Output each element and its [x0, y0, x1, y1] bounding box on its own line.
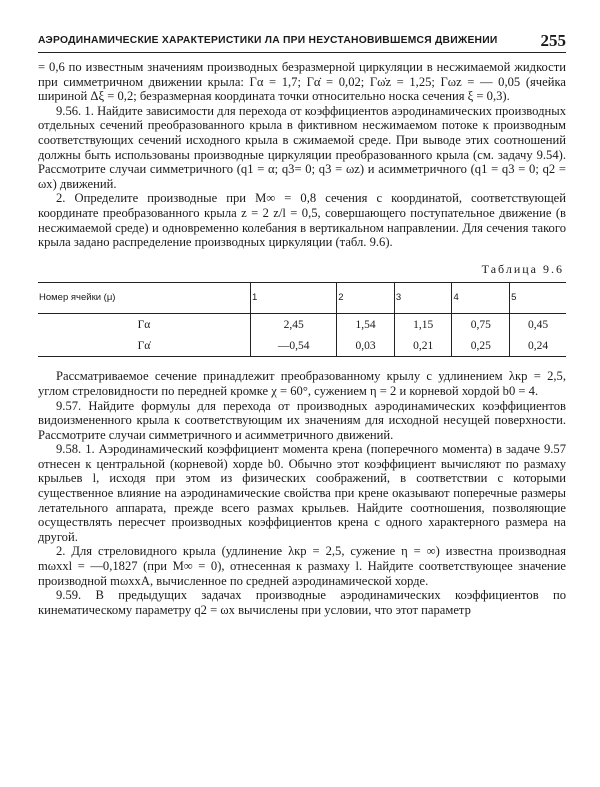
row-label: Γα — [137, 318, 151, 331]
table-cell: 1,54 — [337, 314, 395, 336]
column-header: 5 — [510, 283, 566, 314]
problem-9-57: 9.57. Найдите формулы для перехода от производных аэродинамических коэффициентов видоизмененного крыла к соответствующим их значениям для исходной несущей поверхности. Рассмотрите случаи симметричного и асимметричного движений. — [38, 398, 566, 442]
table-header-row — [38, 283, 566, 314]
problem-9-59: 9.59. В предыдущих задачах производные аэродинамических коэффициентов по кинематическому параметру q2 = ωx вычислены при условии, что этот параметр — [38, 588, 566, 617]
row-label: Γα̇ — [38, 335, 251, 357]
page-header — [38, 32, 566, 50]
table-row — [38, 335, 566, 357]
table-cell: —0,54 — [251, 335, 337, 357]
table-cell: 0,03 — [337, 335, 395, 357]
paragraph: = 0,6 по известным значениям производных безразмерной циркуляции в несжимаемой жидкости при симметричном движении крыла: Γα = 1,7; Γα̇ = 0,02; Γω̇z = 1,25; Γωz = — 0,05 (ячейка шириной Δξ = 0,2; безразмерная координата точки относительно носка сечения ξ = 0,3). — [38, 60, 566, 104]
circulation-table — [38, 282, 566, 357]
problem-9-58-part-1: 9.58. 1. Аэродинамический коэффициент момента крена (поперечного момента) в задаче 9.57 отнесен к центральной (корневой) хорде b0. Обычно этот коэффициент вычисляют по размаху крыльев l, исходя при этом из физических соображений, в соответствии с которыми существенное влияние на аэродинамические свойства при крене оказывают поперечные размеры летательного аппарата, прежде всего размах крыльев. Найдите соотношения, позволяющие осуществлять пересчет производных коэффициентов крена с одного характерного размера на другой. — [38, 442, 566, 544]
problem-9-56-part-2: 2. Определите производные при M∞ = 0,8 сечения с координатой, соответствующей координате преобразованного крыла z = 2 z/l = 0,5, совершающего поступательное движение (в несжимаемой среде) и одновременно колебания в вертикальном направлении. Для сечения такого крыла задано распределение производных циркуляции (табл. 9.6). — [38, 191, 566, 250]
table-cell: 2,45 — [251, 314, 337, 336]
header-rule — [38, 52, 566, 53]
table-cell: 0,21 — [394, 335, 452, 357]
table-cell: 1,15 — [394, 314, 452, 336]
table-caption: Таблица 9.6 — [481, 261, 564, 276]
body-text — [38, 60, 566, 617]
table-header-label: Номер ячейки (μ) — [38, 283, 251, 314]
problem-9-58-part-2: 2. Для стреловидного крыла (удлинение λкр = 2,5, сужение η = ∞) известна производная mωxxl = —0,1827 (при M∞ = 0), отнесенная к размаху l. Найдите соответствующее значение производной mωxxA, вычисленное по средней аэродинамической хорде. — [38, 544, 566, 588]
table-cell: 0,24 — [510, 335, 566, 357]
running-head: АЭРОДИНАМИЧЕСКИЕ ХАРАКТЕРИСТИКИ ЛА ПРИ НЕУСТАНОВИВШЕМСЯ ДВИЖЕНИИ — [38, 35, 498, 46]
problem-9-56-part-1: 9.56. 1. Найдите зависимости для перехода от коэффициентов аэродинамических производных отдельных сечений преобразованного крыла в фиктивном несжимаемом потоке к производным соответствующих сечений исходного крыла в сжимаемой среде. При выводе этих соотношений должны быть использованы производные циркуляции преобразованного крыла (см. задачу 9.54). Рассмотрите случаи симметричного (q1 = α; q3= 0; q3 = ωz) и асимметричного (q1 = q3 = 0; q2 = ωx) движений. — [38, 103, 566, 191]
column-header: 2 — [337, 283, 395, 314]
column-header: 4 — [452, 283, 510, 314]
column-header: 3 — [394, 283, 452, 314]
paragraph: Рассматриваемое сечение принадлежит преобразованному крылу с удлинением λкр = 2,5, углом стреловидности по передней кромке χ = 60°, сужением η = 2 и корневой хордой b0 = 4. — [38, 369, 566, 398]
column-header: 1 — [251, 283, 337, 314]
page-number: 255 — [540, 31, 566, 50]
table-row — [38, 314, 566, 336]
table-cell: 0,75 — [452, 314, 510, 336]
table-cell: 0,25 — [452, 335, 510, 357]
table-cell: 0,45 — [510, 314, 566, 336]
